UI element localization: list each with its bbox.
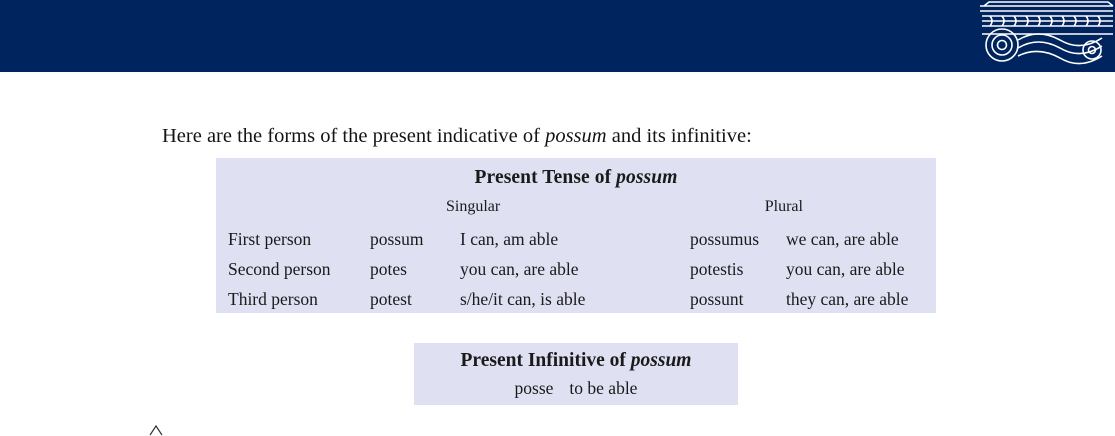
present-tense-title-italic: possum — [616, 167, 678, 188]
intro-text-before: Here are the forms of the present indicative of — [162, 124, 546, 147]
cell-english-singular: I can, am able — [460, 229, 559, 249]
present-infinitive-row — [414, 372, 738, 399]
column-header-singular: Singular — [446, 198, 501, 215]
caret-up-icon — [148, 424, 164, 436]
row-label-third-person: Third person — [228, 289, 318, 309]
intro-paragraph — [162, 123, 752, 151]
cell-latin-singular: possum — [370, 229, 424, 249]
cell-infinitive-english: to be able — [569, 378, 638, 398]
present-tense-title-prefix: Present Tense of — [474, 167, 617, 188]
row-label-first-person: First person — [228, 229, 312, 249]
present-infinitive-title-prefix: Present Infinitive of — [460, 350, 631, 371]
cell-latin-singular: potest — [370, 289, 412, 309]
intro-text-after: and its infinitive: — [606, 124, 752, 147]
column-header-plural: Plural — [764, 198, 803, 215]
present-infinitive-title — [414, 343, 738, 372]
cell-latin-plural: potestis — [690, 259, 744, 279]
cell-infinitive-latin: posse — [514, 378, 554, 398]
cell-latin-plural: possumus — [690, 229, 760, 249]
cell-english-plural: they can, are able — [786, 289, 909, 309]
present-tense-grid — [216, 198, 936, 319]
table-header-row — [216, 198, 936, 229]
cell-latin-plural: possunt — [690, 289, 744, 309]
cell-english-plural: we can, are able — [786, 229, 899, 249]
present-infinitive-title-italic: possum — [630, 350, 692, 371]
cell-english-singular: s/he/it can, is able — [460, 289, 586, 309]
row-label-second-person: Second person — [228, 259, 331, 279]
cell-english-plural: you can, are able — [786, 259, 905, 279]
present-tense-title — [216, 158, 936, 189]
page-header-banner — [0, 0, 1115, 72]
table-row — [216, 289, 936, 319]
intro-italic-term: possum — [545, 124, 607, 147]
present-tense-table — [216, 158, 936, 313]
table-row — [216, 229, 936, 259]
cell-english-singular: you can, are able — [460, 259, 579, 279]
table-row — [216, 259, 936, 289]
ionic-column-capital-icon — [980, 0, 1115, 72]
present-infinitive-table — [414, 343, 738, 405]
cell-latin-singular: potes — [370, 259, 407, 279]
